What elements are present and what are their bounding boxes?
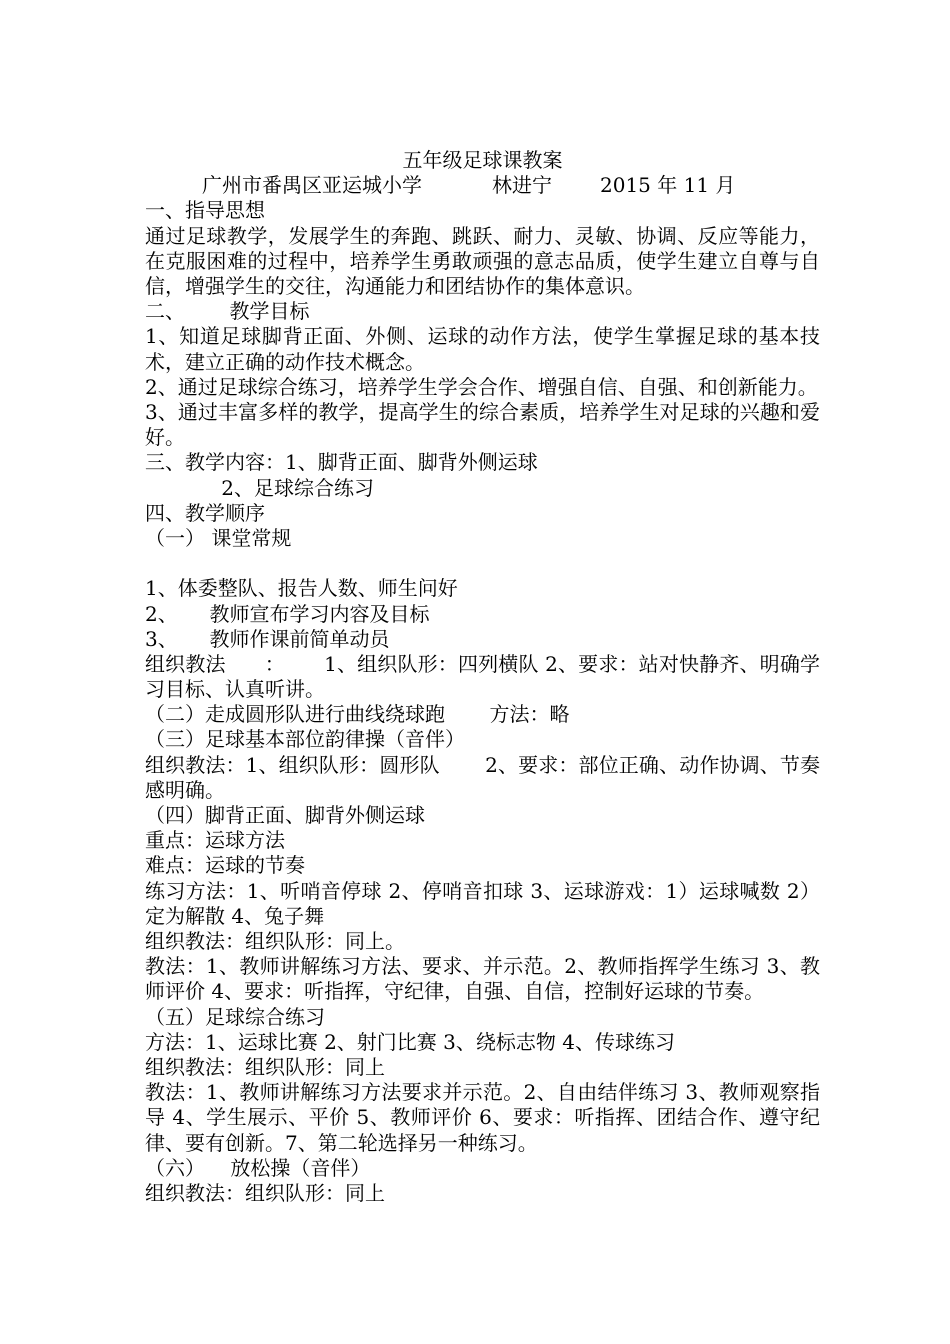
subsection-1: （一） 课堂常规	[145, 525, 292, 550]
practice-method: 练习方法：1、听哨音停球 2、停哨音扣球 3、运球游戏：1）运球喊数 2）定为解散 4、兔子舞	[145, 878, 820, 928]
organization-method-5: 组织教法：组织队形：同上	[145, 1055, 385, 1079]
subsection-2: （二）走成圆形队进行曲线绕球跑 方法：略	[145, 702, 570, 727]
key-point: 重点：运球方法	[145, 828, 285, 853]
subsection-4: （四）脚背正面、脚背外侧运球	[145, 803, 425, 828]
byline	[145, 173, 820, 198]
organization-method-1: 组织教法 ： 1、组织队形：四列横队 2、要求：站对快静齐、明确学习目标、认真听讲。	[145, 651, 820, 702]
routine-item-1: 1、体委整队、报告人数、师生问好	[145, 576, 458, 601]
method-5: 方法：1、运球比赛 2、射门比赛 3、绕标志物 4、传球练习	[145, 1029, 675, 1054]
teaching-method-5: 教法：1、教师讲解练习方法要求并示范。2、自由结伴练习 3、教师观察指导 4、学生展示、平价 5、教师评价 6、要求：听指挥、团结合作、遵守纪律、要有创新。7、第二轮选择另一种练习。	[145, 1080, 820, 1155]
blank-line	[145, 551, 820, 576]
routine-item-2: 2、 教师宣布学习内容及目标	[145, 601, 430, 626]
byline-school: 广州市番禺区亚运城小学	[202, 173, 422, 198]
organization-method-3: 组织教法：1、组织队形：圆形队 2、要求：部位正确、动作协调、节奏感明确。	[145, 752, 820, 802]
content-item-2: 2、足球综合练习	[145, 475, 375, 500]
byline-teacher: 林进宁	[492, 173, 552, 198]
organization-method-6: 组织教法：组织队形：同上	[145, 1180, 385, 1205]
organization-method-4: 组织教法：组织队形：同上。	[145, 929, 405, 954]
section-heading-4: 四、教学顺序	[145, 500, 265, 525]
subsection-5: （五）足球综合练习	[145, 1004, 325, 1029]
document-title: 五年级足球课教案	[402, 148, 563, 172]
document-body	[145, 148, 820, 1206]
routine-item-3: 3、 教师作课前简单动员	[145, 626, 390, 651]
section-heading-1: 一、指导思想	[145, 198, 265, 223]
goal-item-2: 2、通过足球综合练习，培养学生学会合作、增强自信、自强、和创新能力。	[145, 374, 818, 399]
goal-item-1: 1、知道足球脚背正面、外侧、运球的动作方法，使学生掌握足球的基本技术，建立正确的动作技术概念。	[145, 324, 820, 374]
subsection-3: （三）足球基本部位韵律操（音伴）	[145, 727, 465, 752]
teaching-method-4: 教法：1、教师讲解练习方法、要求、并示范。2、教师指挥学生练习 3、教师评价 4、要求：听指挥，守纪律，自强、自信，控制好运球的节奏。	[145, 954, 820, 1004]
byline-date: 2015 年 11 月	[600, 173, 736, 198]
subsection-6: （六） 放松操（音伴）	[145, 1155, 371, 1180]
difficult-point: 难点：运球的节奏	[145, 853, 305, 878]
goal-item-3: 3、通过丰富多样的教学，提高学生的综合素质，培养学生对足球的兴趣和爱好。	[145, 399, 820, 450]
guiding-thought-paragraph: 通过足球教学，发展学生的奔跑、跳跃、耐力、灵敏、协调、反应等能力，在克服困难的过程中，培养学生勇敢顽强的意志品质，使学生建立自尊与自信，增强学生的交往，沟通能力和团结协作的集体意识。	[145, 223, 820, 298]
section-heading-3: 三、教学内容：1、脚背正面、脚背外侧运球	[145, 450, 538, 475]
section-heading-2: 二、 教学目标	[145, 299, 310, 324]
